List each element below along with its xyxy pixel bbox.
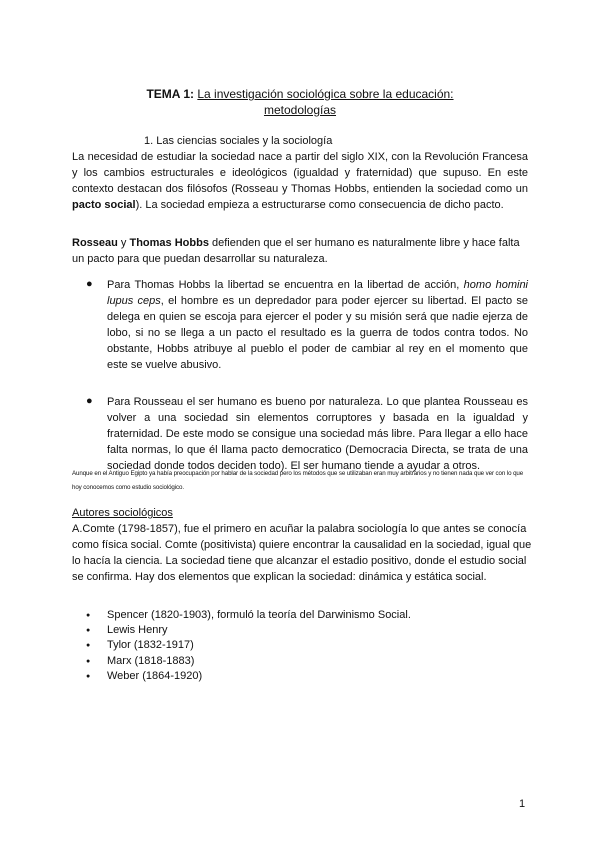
bullet-icon: ● — [86, 395, 93, 407]
list-item: ● Marx (1818-1883) — [72, 654, 411, 669]
comte-paragraph: A.Comte (1798-1857), fue el primero en acuñar la palabra sociología lo que antes se conocía como física social. Comte (positivista) quiere encontrar la causalidad en la sociedad, igual que lo hacía la ciencia. La sociedad tiene que alcanzar el estadio positivo, donde el estudio social se confirma. Hay dos elementos que explican la sociedad: dinámica y estática social. — [72, 523, 532, 583]
list-item: ● Lewis Henry — [72, 623, 411, 638]
list-item-hobbs: ● Para Thomas Hobbs la libertad se encuentra en la libertad de acción, homo homini lupus ceps, el hombre es un depredador para poder ejercer su libertad. El pacto se delega en quien se escoja para ejercer el poder y su misión será que nadie ejerza de lobo, si no se llega a un pacto el resultado es la guerra de todos contra todos. No obstante, Hobbs atribuye al pueblo el poder de cambiar al rey en el momento que este se vuelve abusivo. — [86, 278, 529, 371]
section-heading: 1. Las ciencias sociales y la sociología — [144, 135, 333, 147]
title-prefix: TEMA 1: — [146, 87, 195, 101]
intro-paragraph: La necesidad de estudiar la sociedad nace a partir del siglo XIX, con la Revolución Francesa y los cambios estructurales e ideológicos (igualdad y fraternidad) que supuso. En este contexto destacan dos filósofos (Rosseau y Thomas Hobbs, entienden la sociedad como un pacto social). La sociedad empieza a estructurarse como consecuencia de dicho pacto. — [72, 151, 528, 211]
authors-heading: Autores sociológicos — [72, 507, 173, 519]
title-line-2: metodologías — [263, 102, 337, 117]
rosseau-hobbs-paragraph: Rosseau y Thomas Hobbs defienden que el ser humano es naturalmente libre y hace falta un pacto para que puedan desarrollar su naturaleza. — [72, 237, 520, 265]
title-line-1: La investigación sociológica sobre la educación: — [197, 87, 454, 101]
bullet-icon: ● — [86, 278, 93, 290]
page-title — [0, 87, 600, 118]
list-item-rousseau: ● Para Rousseau el ser humano es bueno por naturaleza. Lo que plantea Rousseau es volver a una sociedad sin elementos corruptores y basada en la igualdad y fraternidad. De este modo se consigue una sociedad más libre. Para llegar a ello hace falta normas, lo que él llama pacto democratico (Democracia Directa, se trata de una sociedad donde todos deciden todo). El ser humano tiende a ayudar a otros. — [86, 395, 528, 472]
footnote-text: Aunque en el Antiguo Egipto ya había preocupación por hablar de la sociedad pero los métodos que se utilizaban eran muy arbitrarios y no tienen nada que ver con lo que hoy conocemos como estudio sociológico. — [72, 470, 524, 491]
page-number: 1 — [519, 798, 526, 810]
authors-list — [72, 608, 411, 684]
list-item: ● Spencer (1820-1903), formuló la teoría del Darwinismo Social. — [72, 608, 411, 623]
list-item: ● Weber (1864-1920) — [72, 669, 411, 684]
list-item: ● Tylor (1832-1917) — [72, 638, 411, 653]
